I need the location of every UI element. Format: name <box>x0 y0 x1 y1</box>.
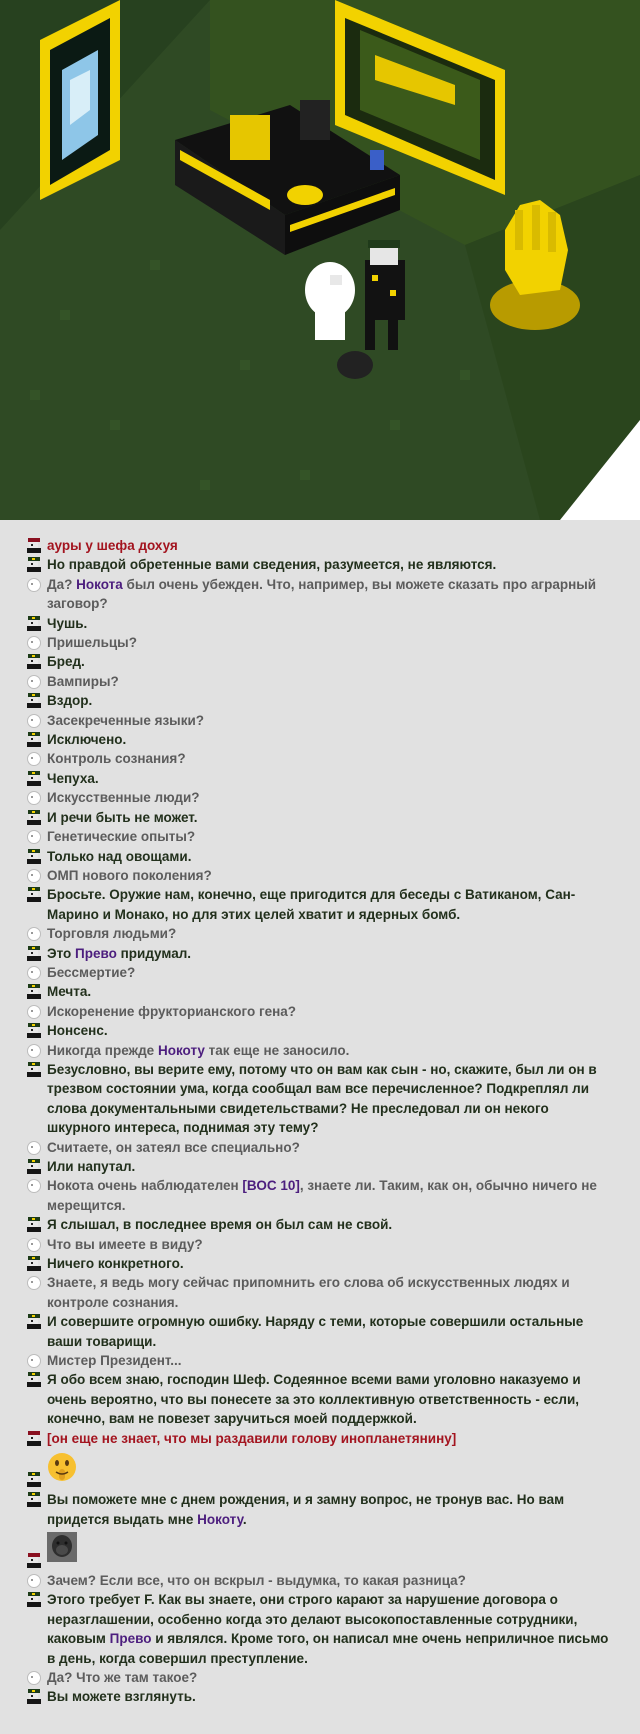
message-text: Искоренение фрукторианского гена? <box>47 1003 297 1019</box>
chef-message <box>26 691 616 710</box>
chef-officer-head-icon <box>26 771 42 786</box>
chef-message <box>26 1021 616 1040</box>
chef-message <box>26 1490 616 1529</box>
message-text: Торговля людьми? <box>47 926 177 942</box>
red-officer-head-icon <box>26 1431 42 1446</box>
chef-message <box>26 769 616 788</box>
nokota-message <box>26 1235 616 1254</box>
highlighted-name: Прево <box>109 1631 152 1647</box>
chef-officer-head-icon <box>26 1492 42 1507</box>
white-ghost-head-icon <box>26 1670 42 1685</box>
white-ghost-head-icon <box>26 577 42 592</box>
message-text: Бессмертие? <box>47 964 136 980</box>
message-text: Бред. <box>47 654 85 670</box>
highlighted-name: Прево <box>75 945 117 961</box>
nokota-message <box>26 1176 616 1215</box>
message-text: был очень убежден. Что, например, вы можете сказать про аграрный заговор? <box>47 576 597 612</box>
nokota-message <box>26 866 616 885</box>
white-ghost-head-icon <box>26 1004 42 1019</box>
white-ghost-head-icon <box>26 790 42 805</box>
message-text: ОМП нового поколения? <box>47 867 212 883</box>
white-ghost-head-icon <box>26 1043 42 1058</box>
message-text: Чепуха. <box>47 770 99 786</box>
chef-officer-head-icon <box>26 732 42 747</box>
message-text: Контроль сознания? <box>47 751 186 767</box>
chef-message <box>26 847 616 866</box>
narrator-message <box>26 1429 616 1448</box>
chef-officer-head-icon <box>26 984 42 999</box>
chef-officer-head-icon <box>26 887 42 902</box>
nokota-message <box>26 1138 616 1157</box>
narrator-message <box>26 536 616 555</box>
message-text: Это <box>47 945 76 961</box>
chef-message <box>26 1254 616 1273</box>
message-text: , знаете ли. Таким, как он, обычно ничего не мерещится. <box>47 1178 597 1213</box>
chef-officer-head-icon <box>26 1472 42 1487</box>
gorilla-photo-icon <box>47 1532 77 1562</box>
message-text: Да? Что же там такое? <box>47 1669 198 1685</box>
image-message <box>26 1529 616 1571</box>
nokota-message <box>26 1571 616 1590</box>
message-text: Знаете, я ведь могу сейчас припомнить его слова об искусственных людях и контроле сознания. <box>47 1275 570 1310</box>
chef-message <box>26 944 616 963</box>
message-text: Да? <box>47 576 77 592</box>
nokota-message <box>26 827 616 846</box>
white-ghost-head-icon <box>26 1140 42 1155</box>
message-text: Пришельцы? <box>47 635 137 651</box>
message-text: Я слышал, в последнее время он был сам не свой. <box>47 1217 393 1233</box>
message-text: Безусловно, вы верите ему, потому что он вам как сын - но, скажите, был ли он в трезвом состоянии ума, когда сообщал вам все перечисленное? Подкреплял ли слова документальными свидетельствами? Не преследовал ли он некого шкурного интереса, поднимая эту тему? <box>47 1061 597 1136</box>
message-text: Генетические опыты? <box>47 829 196 845</box>
white-ghost-head-icon <box>26 751 42 766</box>
message-text: Никогда прежде <box>47 1042 158 1058</box>
chef-officer-head-icon <box>26 849 42 864</box>
message-text: Вы можете взглянуть. <box>47 1689 196 1705</box>
message-text: Нокота очень наблюдателен <box>47 1178 243 1194</box>
white-ghost-head-icon <box>26 1275 42 1290</box>
nokota-message <box>26 711 616 730</box>
message-text: Только над овощами. <box>47 848 192 864</box>
chef-message <box>26 1157 616 1176</box>
white-ghost-head-icon <box>26 1353 42 1368</box>
message-text: ауры у шефа дохуя <box>47 538 178 553</box>
white-ghost-head-icon <box>26 965 42 980</box>
highlighted-name: [ВОС 10] <box>242 1178 300 1194</box>
nokota-message <box>26 575 616 614</box>
white-ghost-head-icon <box>26 674 42 689</box>
shushing-face-emoji <box>47 1452 77 1482</box>
chef-message <box>26 1312 616 1351</box>
nokota-message <box>26 749 616 768</box>
message-text: Мистер Президент... <box>47 1353 182 1369</box>
highlighted-name: Нокота <box>76 576 123 592</box>
nokota-message <box>26 924 616 943</box>
chef-message <box>26 808 616 827</box>
message-text: Но правдой обретенные вами сведения, разумеется, не являются. <box>47 557 497 573</box>
white-ghost-head-icon <box>26 926 42 941</box>
nokota-message <box>26 1273 616 1312</box>
chef-officer-head-icon <box>26 1689 42 1704</box>
nokota-message <box>26 633 616 652</box>
chef-message <box>26 1687 616 1706</box>
message-text: [он еще не знает, что мы раздавили голову инопланетянину] <box>47 1430 457 1446</box>
highlighted-name: Нокоту <box>197 1511 243 1527</box>
message-text: Считаете, он затеял все специально? <box>47 1139 300 1155</box>
chef-message <box>26 885 616 924</box>
nokota-message <box>26 672 616 691</box>
message-text: Исключено. <box>47 732 127 748</box>
message-text: и являлся. Кроме того, он написал мне очень неприличное письмо в день, когда совершил преступление. <box>47 1631 609 1666</box>
chef-message <box>26 730 616 749</box>
message-text: Засекреченные языки? <box>47 712 205 728</box>
chef-officer-head-icon <box>26 1062 42 1077</box>
message-text: Чушь. <box>47 615 88 631</box>
chef-message <box>26 555 616 574</box>
game-room-scene <box>0 0 640 520</box>
chat-log <box>26 536 616 1707</box>
message-text: Бросьте. Оружие нам, конечно, еще пригодится для беседы с Ватиканом, Сан-Марино и Монако, но для этих целей хватит и ядерных бомб. <box>47 887 576 922</box>
chef-message <box>26 652 616 671</box>
message-text: . <box>242 1511 247 1527</box>
chef-message <box>26 614 616 633</box>
message-text: Вы поможете мне с днем рождения, и я замну вопрос, не тронув вас. Но вам придется выдать мне <box>47 1492 565 1527</box>
message-text: Зачем? Если все, что он вскрыл - выдумка, то какая разница? <box>47 1572 466 1588</box>
white-ghost-head-icon <box>26 829 42 844</box>
nokota-message <box>26 1668 616 1687</box>
chef-officer-head-icon <box>26 616 42 631</box>
chef-officer-head-icon <box>26 1256 42 1271</box>
highlighted-name: Нокоту <box>157 1042 205 1058</box>
nokota-message <box>26 788 616 807</box>
message-text: Вампиры? <box>47 673 119 689</box>
white-ghost-head-icon <box>26 713 42 728</box>
message-text: Искусственные люди? <box>47 790 200 806</box>
message-text: Этого требует F. Как вы знаете, они строго карают за нарушение договора о неразглашении, особенно когда это делают высокопоставленные сотрудники, каковым <box>47 1592 578 1647</box>
nokota-message <box>26 1002 616 1021</box>
nokota-message <box>26 1351 616 1370</box>
chef-message <box>26 1060 616 1138</box>
white-ghost-head-icon <box>26 635 42 650</box>
chef-officer-head-icon <box>26 1023 42 1038</box>
white-ghost-head-icon <box>26 868 42 883</box>
chef-officer-head-icon <box>26 1372 42 1387</box>
white-ghost-head-icon <box>26 1178 42 1193</box>
message-text: И речи быть не может. <box>47 809 198 825</box>
message-text: Мечта. <box>47 984 92 1000</box>
message-text: Нонсенс. <box>47 1023 108 1039</box>
nokota-message <box>26 963 616 982</box>
chef-officer-head-icon <box>26 946 42 961</box>
chef-officer-head-icon <box>26 654 42 669</box>
emoji-message <box>26 1448 616 1490</box>
chef-officer-head-icon <box>26 693 42 708</box>
message-text: Или напутал. <box>47 1159 136 1174</box>
chef-officer-head-icon <box>26 1217 42 1232</box>
message-text: Вздор. <box>47 693 93 709</box>
red-officer-head-icon <box>26 1553 42 1568</box>
chef-message <box>26 1590 616 1668</box>
chef-officer-head-icon <box>26 1314 42 1329</box>
message-text: Я обо всем знаю, господин Шеф. Содеянное всеми вами уголовно наказуемо и очень вероятно, что вы понесете за это коллективную ответственность - если, конечно, вам не повезет заручиться моей поддержкой. <box>47 1372 581 1427</box>
chef-message <box>26 1370 616 1428</box>
message-text: так еще не заносило. <box>204 1042 350 1058</box>
white-ghost-head-icon <box>26 1237 42 1252</box>
nokota-message <box>26 1041 616 1060</box>
chef-officer-head-icon <box>26 810 42 825</box>
message-text: И совершите огромную ошибку. Наряду с теми, которые совершили остальные ваши товарищи. <box>47 1314 584 1349</box>
chef-officer-head-icon <box>26 1159 42 1174</box>
white-ghost-head-icon <box>26 1573 42 1588</box>
message-text: Что вы имеете в виду? <box>47 1236 203 1252</box>
chef-message <box>26 982 616 1001</box>
chef-officer-head-icon <box>26 557 42 572</box>
message-text: Ничего конкретного. <box>47 1256 184 1272</box>
chef-officer-head-icon <box>26 1592 42 1607</box>
message-text: придумал. <box>116 945 192 961</box>
chef-message <box>26 1215 616 1234</box>
red-officer-head-icon <box>26 538 42 553</box>
